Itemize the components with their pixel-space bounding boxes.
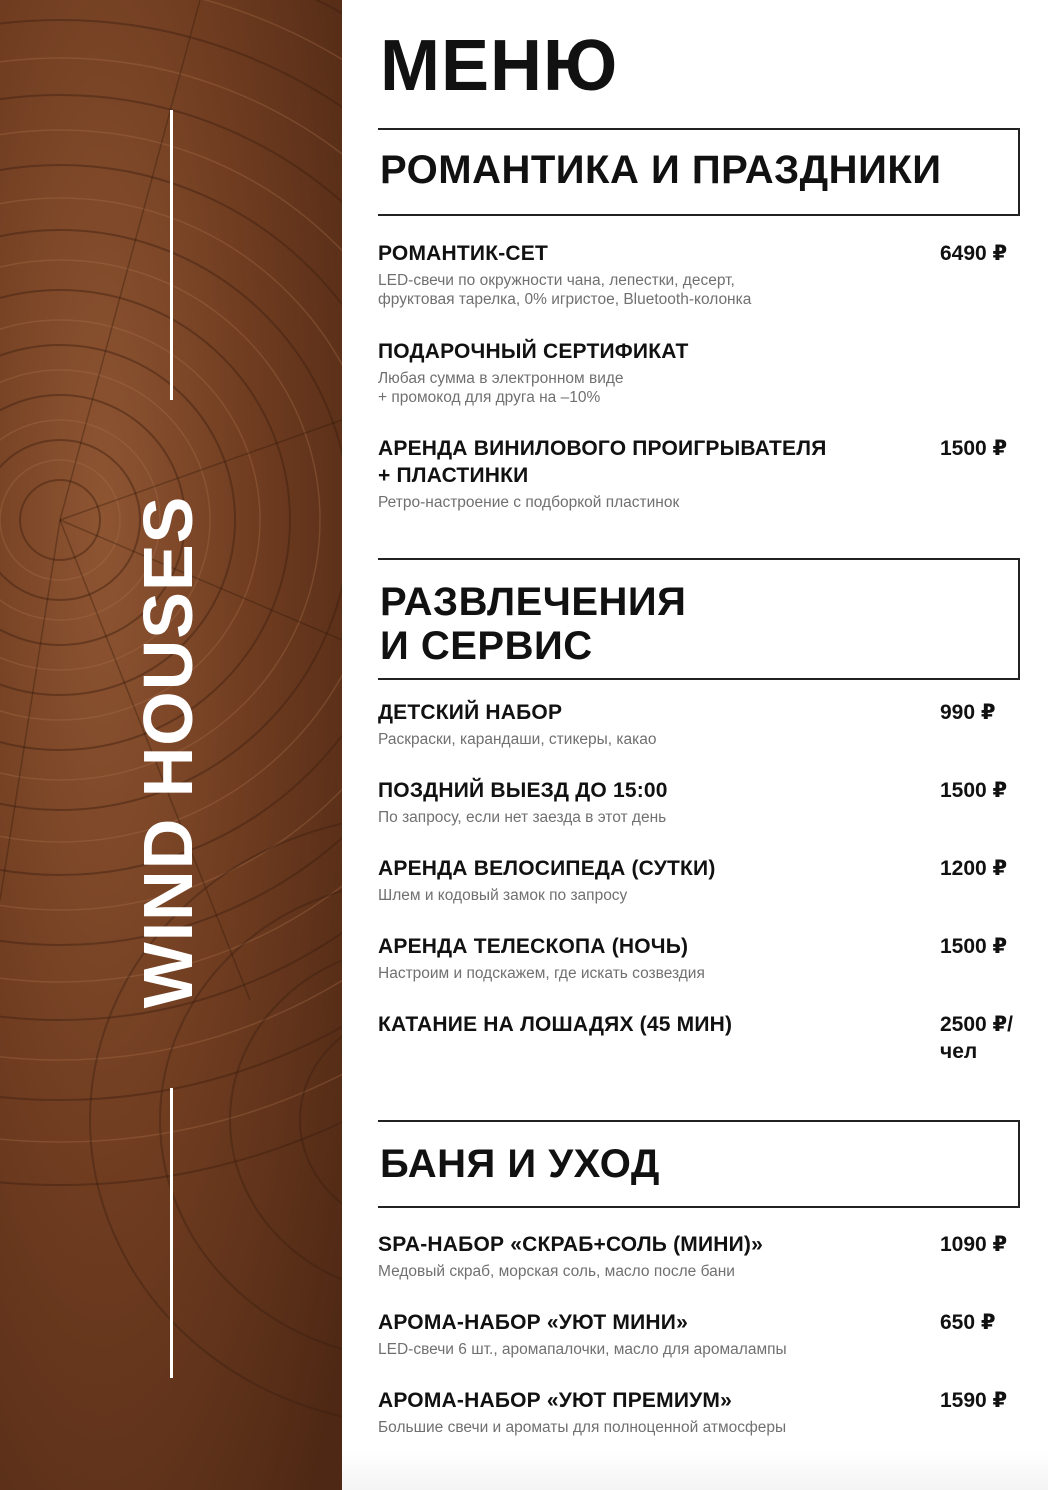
item-name: ДЕТСКИЙ НАБОР: [378, 701, 563, 724]
section-header: [378, 128, 1020, 216]
item-name: АРЕНДА ВИНИЛОВОГО ПРОИГРЫВАТЕЛЯ + ПЛАСТИНКИ: [378, 437, 827, 487]
item-description: Медовый скраб, морская соль, масло после бани: [378, 1263, 735, 1280]
menu-item: [378, 240, 1028, 309]
item-price: 1090 ₽: [940, 1233, 1008, 1256]
section-bath: [378, 1120, 1020, 1208]
section-romance: [378, 128, 1020, 216]
item-name: ПОДАРОЧНЫЙ СЕРТИФИКАТ: [378, 340, 689, 363]
item-price: 1500 ₽: [940, 437, 1008, 460]
menu-item: [378, 338, 1028, 407]
item-name: АРЕНДА ТЕЛЕСКОПА (НОЧЬ): [378, 935, 689, 958]
item-name: ПОЗДНИЙ ВЫЕЗД ДО 15:00: [378, 779, 668, 802]
menu-item: [378, 1387, 1028, 1437]
item-price: 1500 ₽: [940, 935, 1008, 958]
item-name: АРЕНДА ВЕЛОСИПЕДА (СУТКИ): [378, 857, 716, 880]
section-title: РАЗВЛЕЧЕНИЯ И СЕРВИС: [380, 580, 687, 668]
item-price: 650 ₽: [940, 1311, 996, 1334]
item-price: 1590 ₽: [940, 1389, 1008, 1412]
menu-item: [378, 777, 1028, 827]
item-description: Настроим и подскажем, где искать созвездия: [378, 965, 705, 982]
item-price: 1200 ₽: [940, 857, 1008, 880]
item-description: По запросу, если нет заезда в этот день: [378, 809, 667, 826]
section-title: РОМАНТИКА И ПРАЗДНИКИ: [380, 148, 942, 192]
item-name: SPA-НАБОР «СКРАБ+СОЛЬ (МИНИ)»: [378, 1233, 763, 1256]
item-description: LED-свечи 6 шт., аромапалочки, масло для аромалампы: [378, 1341, 787, 1358]
item-price: 2500 ₽/ чел: [940, 1013, 1013, 1063]
menu-item: [378, 933, 1028, 983]
menu-content: [342, 0, 1048, 1490]
item-description: Ретро-настроение с подборкой пластинок: [378, 494, 680, 511]
page-title: МЕНЮ: [380, 26, 619, 106]
wood-texture-panel: [0, 0, 342, 1490]
menu-item: [378, 855, 1028, 905]
menu-item: [378, 1011, 1028, 1063]
item-name: РОМАНТИК-СЕТ: [378, 242, 549, 265]
item-price: 6490 ₽: [940, 242, 1008, 265]
item-name: АРОМА-НАБОР «УЮТ ПРЕМИУМ»: [378, 1389, 732, 1412]
item-price: 1500 ₽: [940, 779, 1008, 802]
section-header: [378, 558, 1020, 680]
menu-item: [378, 1309, 1028, 1359]
menu-item: [378, 699, 1028, 749]
page-bottom-shade: [342, 1450, 1048, 1490]
item-description: Любая сумма в электронном виде + промокод для друга на –10%: [378, 370, 624, 406]
section-header: [378, 1120, 1020, 1208]
item-description: Раскраски, карандаши, стикеры, какао: [378, 731, 657, 748]
brand-name: WIND HOUSES: [129, 495, 207, 1009]
item-description: Шлем и кодовый замок по запросу: [378, 887, 628, 904]
section-entertainment: [378, 558, 1020, 680]
item-name: АРОМА-НАБОР «УЮТ МИНИ»: [378, 1311, 688, 1334]
menu-item: [378, 1231, 1028, 1281]
item-description: Большие свечи и ароматы для полноценной атмосферы: [378, 1419, 787, 1436]
item-name: КАТАНИЕ НА ЛОШАДЯХ (45 МИН): [378, 1013, 733, 1036]
menu-item: [378, 435, 1028, 512]
item-price: 990 ₽: [940, 701, 996, 724]
brand-divider-top: [170, 110, 173, 400]
section-title: БАНЯ И УХОД: [380, 1142, 660, 1186]
item-description: LED-свечи по окружности чана, лепестки, десерт, фруктовая тарелка, 0% игристое, Bluetooth-колонка: [378, 272, 752, 308]
brand-divider-bottom: [170, 1088, 173, 1378]
